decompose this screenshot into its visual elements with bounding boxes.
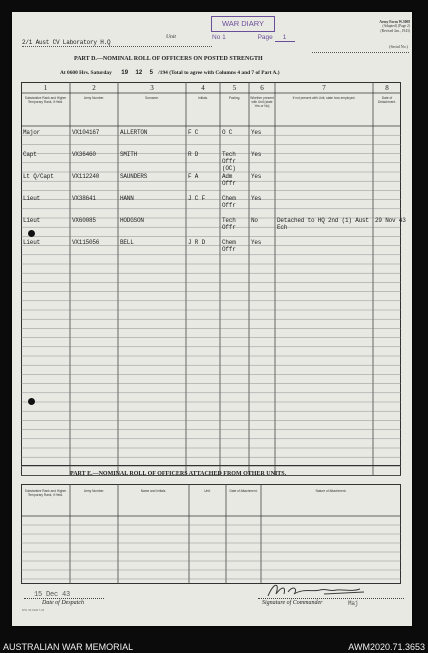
- part-d-row-2-col-3: SMITH: [120, 151, 138, 159]
- part-e-header-2: Army Number.: [83, 489, 105, 493]
- part-d-row-4-col-5: Chem Offr: [222, 195, 236, 210]
- date-line: [60, 69, 280, 76]
- part-d-row-6-col-3: BELL: [120, 239, 134, 247]
- part-d-colnum-3: 3: [150, 84, 154, 92]
- part-d-row-3-col-4: F A: [188, 173, 199, 181]
- part-d-row-5-col-5: Tech Offr: [222, 217, 236, 232]
- part-d-header-2: Army Number.: [83, 96, 105, 100]
- form-id-line3: (Revised Jan., 1943): [380, 28, 410, 33]
- part-d-table-grid: [21, 82, 406, 476]
- part-d-colnum-4: 4: [201, 84, 205, 92]
- part-e-table-grid: [21, 484, 401, 584]
- part-d-row-5-col-8: 29 Nov 43: [375, 217, 406, 225]
- form-identifier: [332, 20, 410, 33]
- stamp-no-label: No: [212, 34, 221, 41]
- date-day: 19: [121, 69, 128, 76]
- part-d-row-2-col-5: Tech Offr (OC): [222, 151, 236, 173]
- part-d-header-5: Posting.: [228, 96, 241, 100]
- form-id-line2: (Adapted) (Page 2): [382, 24, 410, 29]
- part-d-row-6-col-4: J R D: [188, 239, 206, 247]
- part-d-row-2-col-4: R D: [188, 151, 199, 159]
- unit-underline: [22, 46, 212, 47]
- part-d-colnum-7: 7: [322, 84, 326, 92]
- document-page: [12, 12, 412, 626]
- part-e-header-5: Date of Attachment.: [229, 489, 258, 493]
- signature-underline: [258, 598, 404, 599]
- part-d-row-5-col-1: Lieut: [23, 217, 41, 225]
- part-d-row-4-col-2: VX38641: [72, 195, 96, 203]
- date-year: 5: [149, 69, 153, 76]
- part-d-row-5-col-7: Detached to HQ 2nd (1) Aust Ech: [277, 217, 369, 232]
- signature-label: Signature of Commander: [262, 600, 323, 606]
- part-d-row-1-col-3: ALLERTON: [120, 129, 148, 136]
- part-d-row-4-col-6: Yes: [251, 195, 262, 203]
- part-e-header-4: Unit.: [204, 489, 211, 493]
- part-e-title: PART E.—NOMINAL ROLL OF OFFICERS ATTACHED FROM OTHER UNITS.: [70, 471, 287, 477]
- date-suffix: /194 (Total to agree with Columns 4 and 7 of Part A.): [158, 70, 280, 76]
- part-d-row-6-col-2: VX115056: [72, 239, 100, 247]
- part-d-header-4: Initials.: [198, 96, 208, 100]
- part-d-colnum-1: 1: [43, 84, 48, 92]
- part-e-header-1: Substantive Rank and Higher Temporary Rank, if Held.: [24, 489, 67, 497]
- part-d-header-7: If not present with Unit, state how employed.: [292, 96, 356, 100]
- punch-hole-lower: [28, 398, 35, 405]
- part-d-row-3-col-3: SAUNDERS: [120, 173, 148, 181]
- part-d-row-4-col-1: Lieut: [23, 195, 41, 203]
- part-d-row-1-col-5: O C: [222, 129, 233, 136]
- signature-rank: Maj: [348, 600, 359, 607]
- despatch-date-value: 15 Dec 43: [34, 591, 71, 599]
- unit-name: 2/1 Aust CV Laboratory H.Q: [22, 39, 111, 46]
- part-e-divider: [21, 465, 401, 466]
- print-note: 8.W. 50 1943 7.43: [22, 608, 45, 612]
- stamp-page-label: Page: [257, 34, 273, 41]
- part-d-row-5-col-2: VX60085: [72, 217, 96, 225]
- part-d-row-6-col-5: Chem Offr: [222, 239, 236, 254]
- part-e-header-3: Name and Initials.: [140, 489, 167, 493]
- part-d-colnum-6: 6: [260, 84, 264, 92]
- date-month: 12: [135, 69, 143, 76]
- part-d-row-5-col-3: HODGSON: [120, 217, 144, 225]
- part-d-row-6-col-1: Lieut: [23, 239, 41, 247]
- part-d-colnum-8: 8: [385, 84, 389, 92]
- part-d-row-3-col-6: Yes: [251, 173, 262, 181]
- part-d-row-3-col-5: Adm Offr: [222, 173, 236, 188]
- part-d-header-8: Date of Detachment.: [377, 96, 397, 104]
- date-prefix: At 0600 Hrs. Saturday: [60, 70, 112, 76]
- part-d-header-1: Substantive Rank and Higher Temporary Rank, if Held.: [24, 96, 67, 104]
- part-d-row-3-col-1: Lt Q/Capt: [23, 173, 54, 181]
- serial-underline: [312, 52, 409, 53]
- war-diary-stamp: WAR DIARY: [211, 16, 275, 32]
- unit-label: Unit: [166, 34, 176, 40]
- part-d-row-2-col-2: VX36460: [72, 151, 96, 159]
- stamp-page-value: 1: [275, 34, 295, 42]
- part-d-row-2-col-6: Yes: [251, 151, 262, 159]
- caption-left: AUSTRALIAN WAR MEMORIAL: [3, 642, 134, 652]
- part-d-colnum-2: 2: [92, 84, 96, 92]
- despatch-label: Date of Despatch: [42, 600, 84, 606]
- part-d-row-1-col-6: Yes: [251, 129, 262, 136]
- caption-bar: [0, 641, 428, 653]
- part-d-header-6: Whether present with Unit (state Yes or No): [250, 96, 274, 108]
- part-d-row-1-col-2: VX104167: [72, 129, 100, 136]
- part-d-row-1-col-1: Major: [23, 129, 41, 136]
- form-id-line1: Army Form W.3008: [379, 20, 410, 24]
- part-d-row-1-col-4: F C: [188, 129, 199, 136]
- serial-label: (Serial No.): [389, 44, 408, 49]
- part-d-header-3: Surname.: [145, 96, 159, 100]
- despatch-underline: [24, 598, 104, 599]
- part-d-row-5-col-6: No: [251, 217, 258, 225]
- part-e-header-6: Nature of Attachment.: [315, 489, 347, 493]
- stamp-number-line: [212, 34, 295, 42]
- part-d-row-3-col-2: VX112240: [72, 173, 100, 181]
- part-d-row-4-col-4: J C F: [188, 195, 206, 203]
- part-d-row-6-col-6: Yes: [251, 239, 262, 247]
- punch-hole-upper: [28, 230, 35, 237]
- part-d-row-4-col-3: HANN: [120, 195, 134, 203]
- stamp-no-value: 1: [222, 34, 226, 41]
- caption-right: AWM2020.71.3653: [348, 642, 425, 652]
- part-d-row-2-col-1: Capt: [23, 151, 37, 159]
- part-d-title: PART D.—NOMINAL ROLL OF OFFICERS ON POSTED STRENGTH: [74, 56, 263, 62]
- part-d-colnum-5: 5: [232, 84, 237, 92]
